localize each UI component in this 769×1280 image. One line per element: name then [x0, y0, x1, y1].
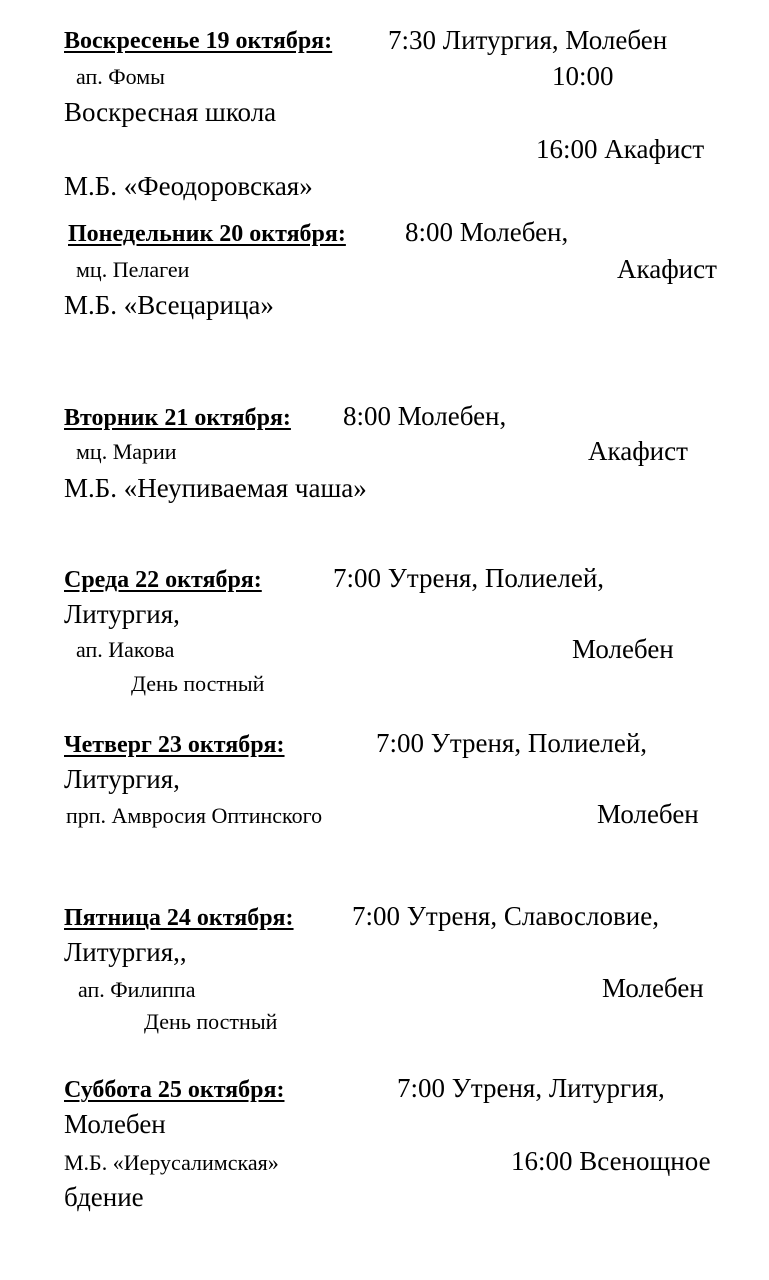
- service-right: Акафист: [617, 254, 717, 284]
- saint-name: ап. Филиппа: [78, 977, 196, 1002]
- service-line: 7:00 Утреня, Литургия,: [397, 1073, 665, 1103]
- service-line: 8:00 Молебен,: [405, 217, 569, 247]
- service-right: 16:00 Всенощное: [511, 1146, 711, 1176]
- fast-day-note: День постный: [131, 671, 265, 696]
- icon-dedication: М.Б. «Иерусалимская»: [64, 1150, 279, 1175]
- day-heading-tuesday: Вторник 21 октября:: [64, 405, 291, 431]
- service-line: 7:30 Литургия, Молебен: [388, 25, 668, 55]
- day-heading-wednesday: Среда 22 октября:: [64, 567, 262, 593]
- service-line: Литургия,,: [64, 937, 187, 967]
- service-line: Воскресная школа: [64, 97, 277, 127]
- service-line: Литургия,: [64, 764, 180, 794]
- service-line: бдение: [64, 1182, 144, 1212]
- service-line: 8:00 Молебен,: [343, 401, 507, 431]
- service-line: Литургия,: [64, 599, 180, 629]
- day-heading-sunday: Воскресенье 19 октября:: [64, 28, 333, 54]
- icon-dedication: М.Б. «Феодоровская»: [64, 171, 313, 201]
- service-line: 16:00 Акафист: [536, 134, 705, 164]
- service-line: Молебен: [64, 1109, 166, 1139]
- saint-name: мц. Марии: [76, 439, 177, 464]
- saint-name: мц. Пелагеи: [76, 257, 190, 282]
- service-time: 10:00: [552, 61, 614, 91]
- service-right: Молебен: [597, 799, 699, 829]
- day-heading-saturday: Суббота 25 октября:: [64, 1077, 285, 1103]
- icon-dedication: М.Б. «Всецарица»: [64, 290, 274, 320]
- day-heading-monday: Понедельник 20 октября:: [68, 221, 346, 247]
- saint-name: прп. Амвросия Оптинского: [66, 803, 323, 828]
- service-right: Молебен: [602, 973, 704, 1003]
- saint-name: ап. Иакова: [76, 637, 175, 662]
- service-line: 7:00 Утреня, Славословие,: [352, 901, 659, 931]
- day-heading-friday: Пятница 24 октября:: [64, 905, 294, 931]
- day-heading-thursday: Четверг 23 октября:: [64, 732, 285, 758]
- service-right: Молебен: [572, 634, 674, 664]
- service-line: 7:00 Утреня, Полиелей,: [376, 728, 648, 758]
- service-right: Акафист: [588, 436, 688, 466]
- fast-day-note: День постный: [144, 1009, 278, 1034]
- saint-name: ап. Фомы: [76, 64, 165, 89]
- service-line: 7:00 Утреня, Полиелей,: [333, 563, 605, 593]
- icon-dedication: М.Б. «Неупиваемая чаша»: [64, 473, 367, 503]
